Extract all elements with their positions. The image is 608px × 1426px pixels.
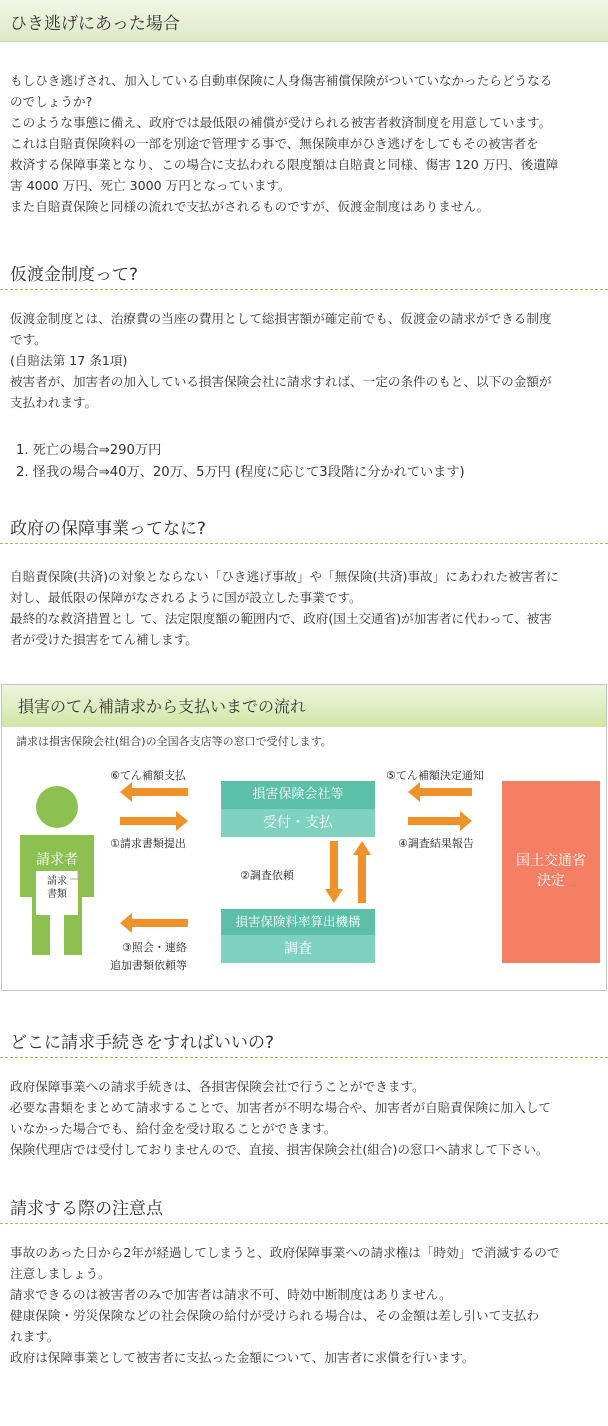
paragraph-line: のでしょうか? [10, 94, 93, 109]
claimant-label: 請求者 [36, 852, 78, 868]
arrow-left-icon [120, 782, 188, 802]
step1-label: ①請求書類提出 [110, 837, 186, 850]
paragraph-line: です。 [10, 332, 47, 347]
ministry-label: 国土交通省 決定 [516, 853, 586, 889]
paragraph-line: 注意しましょう。 [10, 1266, 111, 1281]
arrow-left-icon [120, 913, 188, 933]
section-title: 請求する際の注意点 [10, 1199, 163, 1219]
paragraph-line: 被害者が、加害者の加入している損害保険会社に請求すれば、一定の条件のもと、以下の金額が [10, 374, 552, 389]
paragraph-line: 必要な書類をまとめて請求することで、加害者が不明な場合や、加害者が自賠責保険に加入して [10, 1100, 552, 1115]
paragraph-line: 者が受けた損害をてん補します。 [10, 632, 198, 647]
paragraph-line: 救済する保障事業となり、この場合に支払われる限度額は自賠責と同様、傷害 120 万円、後遺障 [10, 157, 559, 172]
insurer-box: 損害保険会社等 [221, 781, 375, 809]
section-body-where-to-claim [10, 1076, 600, 1160]
paragraph-line: 政府は保障事業として被害者に支払った金額について、加害者に求償を行います。 [10, 1350, 475, 1365]
section-title: どこに請求手続きをすればいいの? [10, 1033, 275, 1053]
flow-title: 損害のてん補請求から支払いまでの流れ [18, 697, 307, 716]
paragraph-line: いなかった場合でも、給付金を受け取ることができます。 [10, 1121, 337, 1136]
paragraph-line: れます。 [10, 1329, 60, 1344]
section-body-hit-and-run [10, 70, 600, 217]
payment-amount-list [16, 440, 596, 484]
step3-label: ③照会・連絡 [122, 941, 187, 954]
paragraph-line: 健康保険・労災保険などの社会保険の給付が受けられる場合は、その金額は差し引いて支払わ [10, 1308, 539, 1323]
paragraph-line: これは自賠責保険料の一部を別途で管理する事で、無保険車がひき逃げをしてもその被害者を [10, 136, 539, 151]
claim-flow-diagram [1, 684, 607, 991]
paragraph-line: 請求できるのは被害者のみで加害者は請求不可、時効中断制度はありません。 [10, 1287, 452, 1302]
paragraph-line: 最終的な救済措置とし て、法定限度額の範囲内で、政府(国土交通省)が加害者に代わって、被害 [10, 611, 552, 626]
ministry-box [502, 781, 600, 963]
paragraph-line: 害 4000 万円、死亡 3000 万円となっています。 [10, 178, 291, 193]
section-body-government-program [10, 566, 600, 650]
section-heading-hit-and-run [0, 0, 608, 42]
step5-label: ⑤てん補額決定通知 [386, 769, 484, 782]
list-item: 1. 死亡の場合⇒290万円 [16, 443, 162, 458]
step3-sub-label: 追加書類依頼等 [110, 959, 187, 972]
arrow-left-icon [408, 782, 472, 802]
paragraph-line: 対し、最低限の保障がなされるように国が設立した事業です。 [10, 590, 362, 605]
section-heading-government-program [0, 510, 608, 544]
paragraph-line: 保険代理店では受付しておりませんので、直接、損害保険会社(組合)の窓口へ請求して下さい。 [10, 1142, 549, 1157]
insurer-role: 受付・支払 [221, 809, 375, 837]
rating-organization-box: 損害保険料率算出機構 [221, 909, 375, 935]
step4-label: ④調査結果報告 [398, 837, 474, 850]
paragraph-line: このような事態に備え、政府では最低限の補償が受けられる被害者救済制度を用意しています。 [10, 115, 552, 130]
section-title: ひき逃げにあった場合 [10, 14, 180, 34]
step6-label: ⑥てん補額支払 [110, 769, 186, 782]
flow-note: 請求は損害保険会社(組合)の全国各支店等の窓口で受付します。 [16, 735, 332, 748]
paragraph-line: 仮渡金制度とは、治療費の当座の費用として総損害額が確定前でも、仮渡金の請求ができる制度 [10, 311, 552, 326]
section-heading-claim-notes [0, 1190, 608, 1224]
section-title: 政府の保障事業ってなに? [10, 519, 207, 539]
paragraph-line: 支払われます。 [10, 395, 98, 410]
claimant-figure-icon [12, 785, 102, 957]
section-heading-where-to-claim [0, 1024, 608, 1058]
section-heading-provisional-payment [0, 256, 608, 290]
paragraph-line: また自賠責保険と同様の流れで支払がされるものですが、仮渡金制度はありません。 [10, 199, 490, 214]
paragraph-line: もしひき逃げされ、加入している自動車保険に人身傷害補償保険がついていなかったらどうなる [10, 73, 553, 88]
paragraph-line: 自賠責保険(共済)の対象とならない「ひき逃げ事故」や「無保険(共済)事故」にあわれた被害者に [10, 569, 559, 584]
paragraph-line: (自賠法第 17 条1項) [10, 353, 128, 368]
section-body-claim-notes [10, 1242, 600, 1368]
document-label: 請求 書類 [47, 876, 67, 900]
list-item: 2. 怪我の場合⇒40万、20万、5万円 (程度に応じて3段階に分かれています) [16, 465, 465, 480]
paragraph-line: 政府保障事業への請求手続きは、各損害保険会社で行うことができます。 [10, 1079, 425, 1094]
vertical-arrows-icon [325, 841, 375, 905]
section-body-provisional-payment [10, 308, 600, 413]
rating-organization-role: 調査 [221, 935, 375, 963]
arrow-right-icon [408, 811, 472, 831]
step2-label: ②調査依頼 [240, 869, 294, 882]
paragraph-line: 事故のあった日から2年が経過してしまうと、政府保障事業への請求権は「時効」で消滅するので [10, 1245, 560, 1260]
flow-heading [2, 685, 606, 727]
arrow-right-icon [120, 811, 188, 831]
section-title: 仮渡金制度って? [10, 265, 139, 285]
